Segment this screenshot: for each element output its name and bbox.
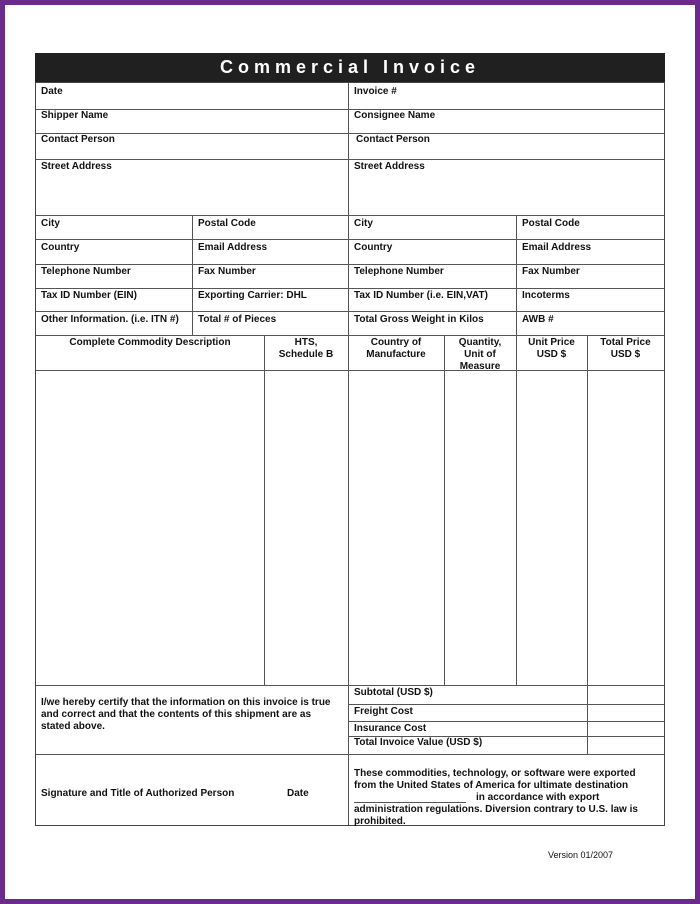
col-divider [348, 83, 349, 335]
row-divider [36, 239, 664, 240]
header-description: Complete Commodity Description [69, 337, 231, 348]
col-divider [264, 335, 265, 685]
export-statement-line5: prohibited. [354, 816, 406, 827]
total-invoice-value-label: Total Invoice Value (USD $) [354, 737, 483, 748]
header-total-price-line2: USD $ [610, 349, 641, 360]
incoterms-label: Incoterms [522, 290, 570, 301]
row-divider [36, 754, 664, 755]
shipper-taxid-label: Tax ID Number (EIN) [41, 290, 137, 301]
header-total-price-line1: Total Price [600, 337, 651, 348]
consignee-fax-label: Fax Number [522, 266, 580, 277]
consignee-taxid-label: Tax ID Number (i.e. EIN,VAT) [354, 290, 488, 301]
row-divider [36, 311, 664, 312]
header-country-line1: Country of [370, 337, 422, 348]
total-pieces-label: Total # of Pieces [198, 314, 277, 325]
shipper-phone-label: Telephone Number [41, 266, 131, 277]
shipper-postal-label: Postal Code [198, 218, 256, 229]
subtotal-label: Subtotal (USD $) [354, 687, 433, 698]
consignee-street-label: Street Address [354, 161, 425, 172]
shipper-country-label: Country [41, 242, 80, 253]
consignee-postal-label: Postal Code [522, 218, 580, 229]
header-hts-line1: HTS, [294, 337, 318, 348]
export-statement-line4: administration regulations. Diversion contrary to U.S. law is [354, 804, 638, 815]
shipper-contact-label: Contact Person [41, 134, 115, 145]
row-divider [36, 288, 664, 289]
row-divider [36, 370, 664, 371]
col-divider [516, 215, 517, 335]
row-divider [348, 704, 664, 705]
header-qty-line2: Unit of [464, 349, 496, 360]
shipper-name-label: Shipper Name [41, 110, 109, 121]
other-info-label: Other Information. (i.e. ITN #) [41, 314, 179, 325]
header-country-line2: Manufacture [366, 349, 426, 360]
shipper-email-label: Email Address [198, 242, 268, 253]
awb-label: AWB # [522, 314, 554, 325]
shipper-fax-label: Fax Number [198, 266, 256, 277]
shipper-city-label: City [41, 218, 60, 229]
consignee-phone-label: Telephone Number [354, 266, 444, 277]
consignee-contact-label: Contact Person [356, 134, 430, 145]
certification-text: I/we hereby certify that the information on this invoice is true and correct and that the contents of this shipment are as stated above. [41, 697, 331, 732]
col-divider [348, 335, 349, 825]
signature-label: Signature and Title of Authorized Person [41, 788, 235, 799]
date-label: Date [41, 86, 63, 97]
row-divider [36, 109, 664, 110]
row-divider [348, 721, 664, 722]
row-divider [36, 264, 664, 265]
invoice-form [35, 82, 665, 826]
row-divider [36, 159, 664, 160]
gross-weight-label: Total Gross Weight in Kilos [354, 314, 484, 325]
consignee-email-label: Email Address [522, 242, 592, 253]
consignee-name-label: Consignee Name [354, 110, 436, 121]
col-divider [587, 335, 588, 754]
exporting-carrier-label: Exporting Carrier: DHL [198, 290, 307, 301]
signature-date-label: Date [287, 788, 309, 799]
export-statement-line2: from the United States of America for ultimate destination [354, 780, 629, 791]
col-divider [444, 335, 445, 685]
consignee-city-label: City [354, 218, 373, 229]
header-qty-line3: Measure [459, 361, 501, 372]
header-unit-price-line1: Unit Price [528, 337, 575, 348]
destination-blank-line [354, 802, 466, 803]
consignee-country-label: Country [354, 242, 393, 253]
row-divider [36, 335, 664, 336]
header-qty-line1: Quantity, [458, 337, 502, 348]
header-hts-line2: Schedule B [278, 349, 334, 360]
row-divider [36, 133, 664, 134]
col-divider [516, 335, 517, 685]
invoice-title: Commercial Invoice [35, 53, 665, 82]
shipper-street-label: Street Address [41, 161, 112, 172]
row-divider [36, 215, 664, 216]
export-statement-line3: in accordance with export [476, 792, 600, 803]
version-label: Version 01/2007 [548, 850, 614, 860]
export-statement-line1: These commodities, technology, or software were exported [354, 768, 636, 779]
header-unit-price-line2: USD $ [536, 349, 567, 360]
insurance-cost-label: Insurance Cost [354, 723, 427, 734]
row-divider [36, 685, 664, 686]
invoice-number-label: Invoice # [354, 86, 397, 97]
freight-cost-label: Freight Cost [354, 706, 413, 717]
col-divider [192, 215, 193, 335]
